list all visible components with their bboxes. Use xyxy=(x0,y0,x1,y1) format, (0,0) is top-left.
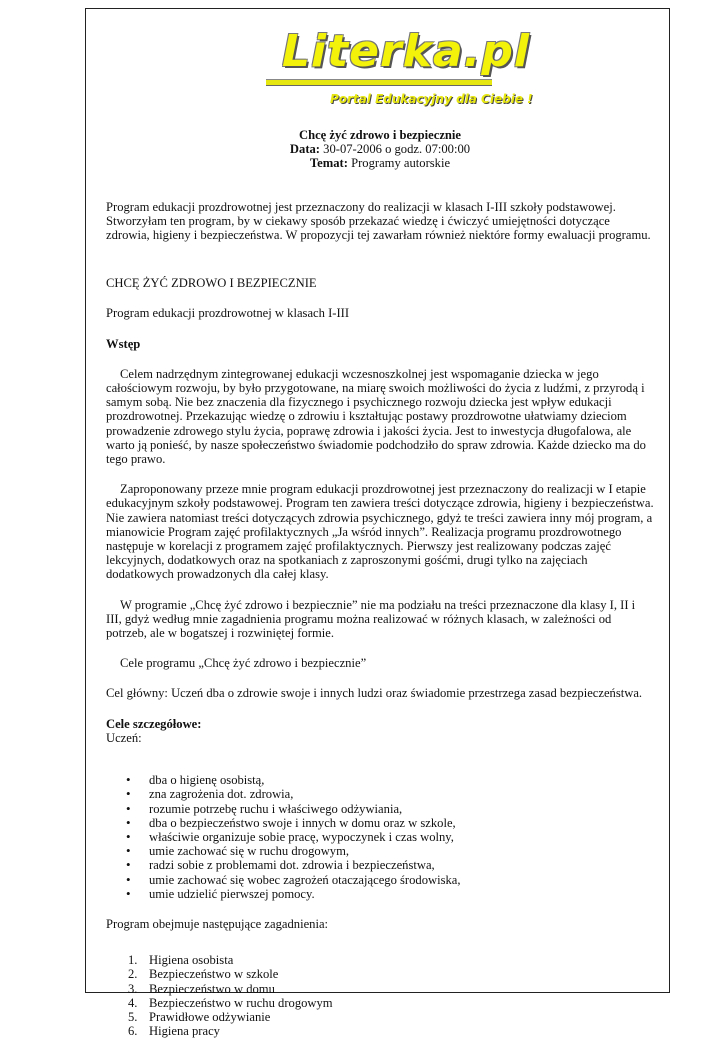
article-topic: Temat: Programy autorskie xyxy=(309,156,451,171)
article-title: Chcę żyć zdrowo i bezpiecznie xyxy=(298,128,462,142)
list-item: 4. Bezpieczeństwo w ruchu drogowym xyxy=(128,995,333,1010)
list-item: • radzi sobie z problemami dot. zdrowia i bezpieczeństwa, xyxy=(106,858,654,872)
topics-intro: Program obejmuje następujące zagadnienia: xyxy=(106,916,329,931)
site-logo[interactable] xyxy=(266,24,533,116)
paragraph: Zaproponowany przeze mnie program edukacji prozdrowotnej jest przeznaczony do realizacji w I etapie edukacyjnym szkoły podstawowej. Program ten zawiera treści dotyczące zdrowia, higieny i bezpieczeństwa. Nie zawiera natomiast treści dotyczących zdrowia psychicznego, gdyż te treści zawiera inny mój program, a mianowicie Program zajęć profilaktycznych „Ja wśród innych”. Realizacja programu prozdrowotnego następuje w korelacji z programem zajęć profilaktycznych. Pierwszy jest realizowany podczas zajęć lekcyjnych, dodatkowych oraz na spotkaniach z zaproszonymi gośćmi, drugi tylko na zajęciach dodatkowych prowadzonych dla całej klasy. xyxy=(106,482,654,582)
list-item: • właściwie organizuje sobie pracę, wypoczynek i czas wolny, xyxy=(106,830,654,844)
program-line: Program edukacji prozdrowotnej w klasach I-III xyxy=(106,306,350,321)
list-item: 1. Higiena osobista xyxy=(128,953,234,968)
main-goal: Cel główny: Uczeń dba o zdrowie swoje i innych ludzi oraz świadomie przestrzega zasad bezpieczeństwa. xyxy=(106,686,643,701)
list-item: • umie udzielić pierwszej pomocy. xyxy=(106,887,654,901)
list-item: • zna zagrożenia dot. zdrowia, xyxy=(106,787,654,801)
goals-list xyxy=(106,773,654,901)
list-item: 3. Bezpieczeństwo w domu xyxy=(128,981,275,996)
article-header xyxy=(106,128,654,171)
detailed-goals-title: Cele szczegółowe: xyxy=(106,716,202,731)
intro-paragraph: Program edukacji prozdrowotnej jest przeznaczony do realizacji w klasach I-III szkoły podstawowej. Stworzyłam ten program, by w ciekawy sposób przekazać wiedzę i ćwiczyć umiejętności dotyczące zdrowia, higieny i bezpieczeństwa. W propozycji tej zawarłam również niektóre formy ewaluacji programu. xyxy=(106,199,651,243)
list-item: 2. Bezpieczeństwo w szkole xyxy=(128,967,279,982)
paragraph: Cele programu „Chcę żyć zdrowo i bezpiecznie” xyxy=(120,656,367,671)
student-label: Uczeń: xyxy=(106,730,142,745)
list-item: 6. Higiena pracy xyxy=(128,1024,220,1038)
list-item: • umie zachować się wobec zagrożeń otaczającego środowiska, xyxy=(106,873,654,887)
list-item: • dba o bezpieczeństwo swoje i innych w domu oraz w szkole, xyxy=(106,816,654,830)
list-item: 5. Prawidłowe odżywianie xyxy=(128,1009,271,1024)
article-date: Data: 30-07-2006 o godz. 07:00:00 xyxy=(289,142,471,157)
list-item: • umie zachować się w ruchu drogowym, xyxy=(106,844,654,858)
caps-heading: CHCĘ ŻYĆ ZDROWO I BEZPIECZNIE xyxy=(106,276,317,291)
paragraph: W programie „Chcę żyć zdrowo i bezpiecznie” nie ma podziału na treści przeznaczone dla klasy I, II i III, gdyż według mnie zagadnienia programu można realizować w różnych klasach, w zależności od potrzeb, ale w bogatszej i rozwiniętej formie. xyxy=(106,597,636,641)
logo-subtitle: Portal Edukacyjny dla Ciebie ! xyxy=(330,92,533,106)
section-title: Wstęp xyxy=(106,336,141,351)
document-body xyxy=(106,128,654,1038)
topics-list xyxy=(106,953,654,1038)
paragraph: Celem nadrzędnym zintegrowanej edukacji wczesnoszkolnej jest wspomaganie dziecka w jego całościowym rozwoju, by było przygotowane, na miarę swoich możliwości do życia z ludźmi, z przyrodą i samym sobą. Nie bez znaczenia dla fizycznego i psychicznego rozwoju dziecka jest wpływ edukacji prozdrowotnej. Przekazując wiedzę o zdrowiu i kształtując postawy prozdrowotne ułatwiamy dzieciom prowadzenie zdrowego stylu życia, poprawę zdrowia i jakości życia. Jest to inwestycja długofalowa, ale warto ją ponieść, by nasze społeczeństwo świadomie podchodziło do spraw zdrowia. Każde dziecko ma do tego prawo. xyxy=(106,366,646,467)
logo-title: Literka.pl xyxy=(282,26,530,77)
list-item: • dba o higienę osobistą, xyxy=(106,773,654,787)
list-item: • rozumie potrzebę ruchu i właściwego odżywiania, xyxy=(106,802,654,816)
logo-underline xyxy=(266,79,492,86)
